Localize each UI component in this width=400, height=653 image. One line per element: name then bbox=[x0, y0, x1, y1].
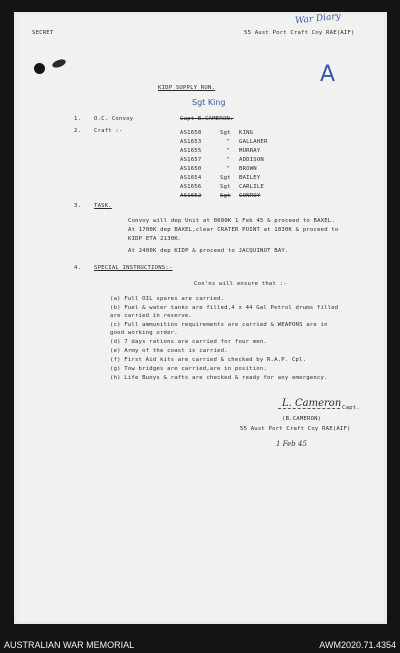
signatory-rank: Capt. bbox=[342, 405, 360, 411]
craft-id: AS1657 bbox=[180, 157, 202, 163]
craft-label: Craft :- bbox=[94, 128, 123, 134]
section-2-number: 2. bbox=[74, 128, 82, 134]
archive-name: AUSTRALIAN WAR MEMORIAL bbox=[4, 640, 135, 650]
secret-marking: SECRET bbox=[32, 30, 54, 36]
craft-name: GALLAHER bbox=[239, 139, 268, 145]
instruction-item: (b) Fuel & water tanks are filled,4 x 44 Gal Petrol drums filled bbox=[110, 305, 339, 311]
craft-rank: Sgt bbox=[220, 184, 231, 190]
instruction-item: (g) Tow bridges are carried,are in position. bbox=[110, 366, 267, 372]
special-intro: Cox'ns will ensure that :- bbox=[194, 281, 287, 287]
signatory-name: (B.CAMERON) bbox=[282, 416, 322, 422]
craft-id: AS1652 bbox=[180, 193, 202, 199]
craft-name: ADDISON bbox=[239, 157, 264, 163]
special-instructions-label: SPECIAL INSTRUCTIONS:- bbox=[94, 265, 173, 271]
letter-annotation: A bbox=[320, 62, 336, 87]
task-line: Convoy will dep Unit at 0600K 1 Feb 45 & proceed to BAXEL. bbox=[128, 218, 335, 224]
craft-rank: " bbox=[226, 148, 230, 154]
section-4-number: 4. bbox=[74, 265, 82, 271]
craft-name: BROWN bbox=[239, 166, 257, 172]
craft-id: AS1658 bbox=[180, 130, 202, 136]
instruction-item: (e) Army of the coast is carried. bbox=[110, 348, 228, 354]
craft-name: BAILEY bbox=[239, 175, 261, 181]
oc-label: O.C. Convoy bbox=[94, 116, 134, 122]
document-title: KIDP SUPPLY RUN. bbox=[158, 85, 216, 91]
craft-name: CONROY bbox=[239, 193, 261, 199]
section-3-number: 3. bbox=[74, 203, 82, 209]
signatory-unit: 55 Aust Port Craft Coy RAE(AIF) bbox=[240, 426, 351, 432]
craft-id: AS1654 bbox=[180, 175, 202, 181]
oc-value: Capt B.CAMERON. bbox=[180, 116, 234, 122]
document-page bbox=[14, 12, 387, 624]
craft-name: CARLILE bbox=[239, 184, 264, 190]
craft-id: AS1656 bbox=[180, 184, 202, 190]
section-1-number: 1. bbox=[74, 116, 82, 122]
task-label: TASK. bbox=[94, 203, 112, 209]
craft-id: AS1653 bbox=[180, 139, 202, 145]
craft-name: MURRAY bbox=[239, 148, 261, 154]
craft-rank: " bbox=[226, 139, 230, 145]
sgt-king-annotation: Sgt King bbox=[192, 98, 226, 107]
instruction-item: (a) Full OIL spares are carried. bbox=[110, 296, 225, 302]
task-line: At 1700K dep BAXEL,clear CRATER POINT at 1830K & proceed to bbox=[128, 227, 339, 233]
craft-rank: Sgt bbox=[220, 130, 231, 136]
punch-hole bbox=[34, 63, 45, 74]
instruction-item: (f) First Aid kits are carried & checked by R.A.P. Cpl. bbox=[110, 357, 307, 363]
instruction-item: (d) 7 days rations are carried for four men. bbox=[110, 339, 267, 345]
task-line: KIDP ETA 2130K. bbox=[128, 236, 182, 242]
craft-name: KING bbox=[239, 130, 254, 136]
war-diary-annotation: War Diary bbox=[294, 11, 342, 27]
signature-line bbox=[278, 408, 340, 409]
instruction-item: (c) Full ammunition requirements are carried & WEAPONS are in bbox=[110, 322, 328, 328]
archive-reference: AWM2020.71.4354 bbox=[319, 640, 396, 650]
handwritten-date: 1 Feb 45 bbox=[276, 440, 307, 448]
archive-footer bbox=[0, 636, 400, 653]
craft-id: AS1650 bbox=[180, 166, 202, 172]
craft-rank: " bbox=[226, 157, 230, 163]
instruction-item: good working order. bbox=[110, 330, 178, 336]
task-line: At 2400K dep KIDP & proceed to JACQUINOT BAY. bbox=[128, 248, 289, 254]
instruction-item: are carried in reserve. bbox=[110, 313, 193, 319]
unit-header: 55 Aust Port Craft Coy RAE(AIF) bbox=[244, 30, 355, 36]
punch-mark bbox=[51, 58, 67, 69]
instruction-item: (h) Life Buoys & rafts are checked & ready for any emergency. bbox=[110, 375, 328, 381]
craft-rank: Sgt bbox=[220, 175, 231, 181]
craft-rank: Sgt bbox=[220, 193, 231, 199]
craft-rank: " bbox=[226, 166, 230, 172]
craft-id: AS1655 bbox=[180, 148, 202, 154]
handwritten-signature: L. Cameron bbox=[282, 398, 342, 409]
